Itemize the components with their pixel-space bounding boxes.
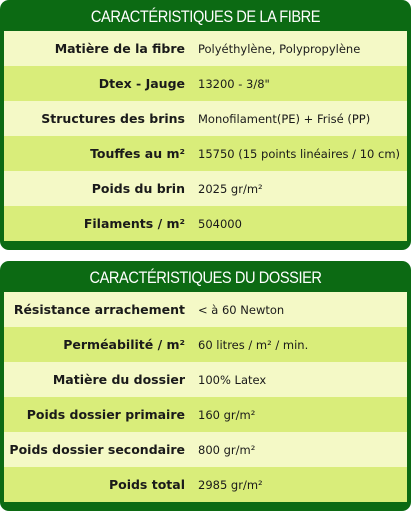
fibre-characteristics-panel <box>0 0 411 250</box>
table-row <box>4 101 407 136</box>
row-value: 100% Latex <box>198 372 267 387</box>
fibre-table <box>4 31 407 241</box>
row-label: Matière du dossier <box>52 372 185 387</box>
table-row <box>4 136 407 171</box>
row-label: Structures des brins <box>41 111 185 126</box>
backing-panel-title: CARACTÉRISTIQUES DU DOSSIER <box>89 268 322 287</box>
backing-characteristics-panel <box>0 261 411 511</box>
table-row <box>4 66 407 101</box>
row-value: Polyéthylène, Polypropylène <box>198 41 361 56</box>
row-value: 160 gr/m² <box>198 407 256 422</box>
table-row <box>4 31 407 66</box>
row-label: Poids dossier primaire <box>26 407 185 422</box>
table-row <box>4 327 407 362</box>
row-label: Poids du brin <box>91 181 185 196</box>
row-label: Dtex - Jauge <box>98 76 185 91</box>
row-label: Touffes au m² <box>90 146 185 161</box>
row-value: 2985 gr/m² <box>198 477 263 492</box>
row-value: Monofilament(PE) + Frisé (PP) <box>198 111 371 126</box>
table-row <box>4 397 407 432</box>
row-label: Poids total <box>108 477 185 492</box>
row-label: Matière de la fibre <box>54 41 185 56</box>
row-label: Résistance arrachement <box>13 302 185 317</box>
table-row <box>4 467 407 502</box>
row-value: < à 60 Newton <box>198 302 285 317</box>
row-value: 60 litres / m² / min. <box>198 337 309 352</box>
row-value: 800 gr/m² <box>198 442 256 457</box>
table-row <box>4 171 407 206</box>
row-value: 504000 <box>198 216 242 231</box>
row-value: 13200 - 3/8" <box>198 76 270 91</box>
backing-table <box>4 292 407 502</box>
row-value: 2025 gr/m² <box>198 181 263 196</box>
row-label: Filaments / m² <box>83 216 185 231</box>
row-label: Perméabilité / m² <box>63 337 185 352</box>
row-value: 15750 (15 points linéaires / 10 cm) <box>198 146 401 161</box>
table-row <box>4 432 407 467</box>
fibre-panel-title: CARACTÉRISTIQUES DE LA FIBRE <box>90 7 321 26</box>
table-row <box>4 206 407 241</box>
table-row <box>4 292 407 327</box>
table-row <box>4 362 407 397</box>
row-label: Poids dossier secondaire <box>9 442 185 457</box>
